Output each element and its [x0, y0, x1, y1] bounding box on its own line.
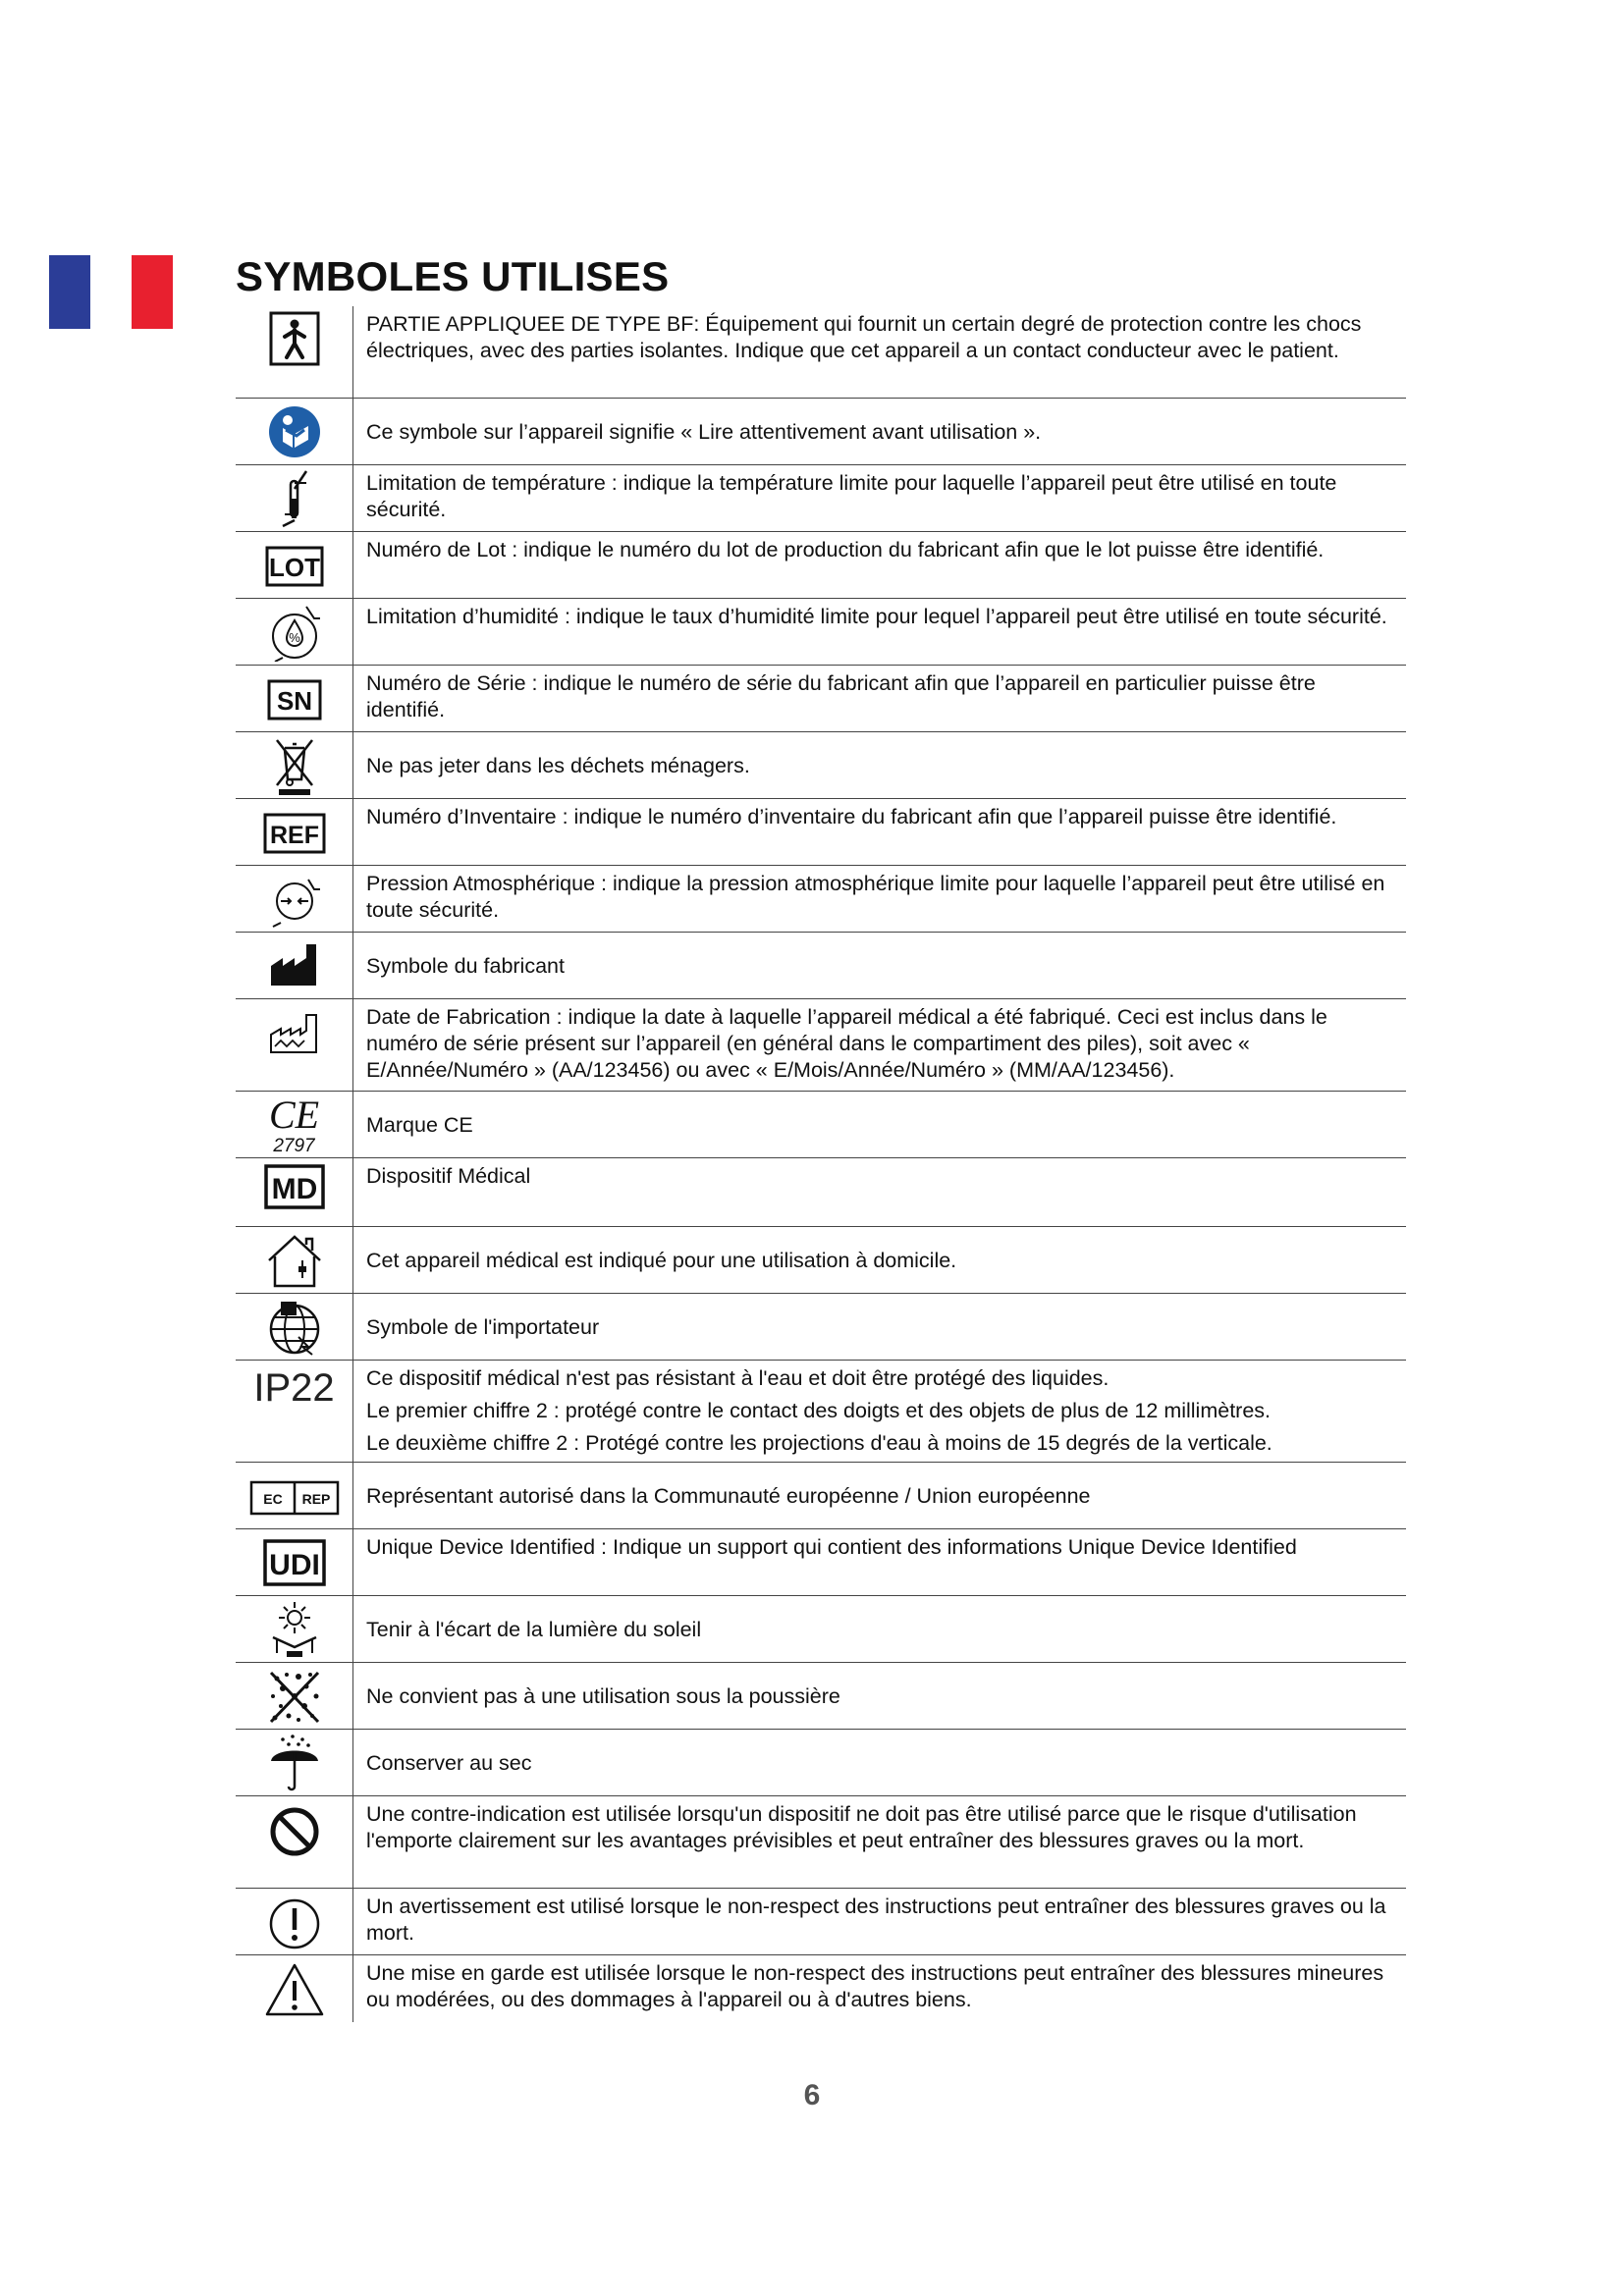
importer-icon: [263, 1298, 326, 1357]
symbol-description: Ne pas jeter dans les déchets ménagers.: [366, 753, 750, 777]
keep-away-sunlight-icon: [263, 1600, 326, 1659]
symbol-description: Dispositif Médical: [366, 1164, 531, 1188]
symbol-icon-cell: [236, 399, 353, 464]
symbol-description: Conserver au sec: [366, 1750, 532, 1775]
flag-blue-stripe: [49, 255, 90, 329]
symbol-row: [236, 1092, 1406, 1158]
symbol-row: [236, 1663, 1406, 1730]
symbol-icon-cell: [236, 1889, 353, 1954]
keep-dry-icon: [263, 1734, 326, 1792]
symbol-icon-cell: [236, 1529, 353, 1595]
symbol-description: Numéro de Série : indique le numéro de série du fabricant afin que l’appareil en particulier puisse être identifié.: [366, 671, 1316, 721]
symbol-row: [236, 306, 1406, 399]
symbol-icon-cell: [236, 1796, 353, 1888]
svg-text:EC: EC: [262, 1491, 283, 1507]
page-number: 6: [803, 2079, 821, 2111]
symbol-icon-cell: [236, 666, 353, 731]
ce-mark-icon: [269, 1095, 319, 1155]
symbol-icon-cell: [236, 999, 353, 1091]
atmospheric-pressure-icon: [263, 870, 326, 929]
symbol-description: Une mise en garde est utilisée lorsque le non-respect des instructions peut entraîner des blessures mineures ou modérées, ou des dommages à l'appareil ou à d'autres biens.: [366, 1961, 1384, 2011]
contraindication-icon: [263, 1800, 326, 1859]
symbol-description: Représentant autorisé dans la Communauté européenne / Union européenne: [366, 1483, 1091, 1508]
symbol-icon-cell: [236, 1663, 353, 1729]
symbol-icon-cell: [236, 1955, 353, 2022]
symbol-row: [236, 399, 1406, 465]
symbol-description: Ne convient pas à une utilisation sous la poussière: [366, 1683, 840, 1708]
symbol-row: [236, 933, 1406, 999]
french-flag-icon: [49, 255, 173, 329]
symbol-description: Limitation de température : indique la température limite pour laquelle l’appareil peut être utilisé en toute sécurité.: [366, 471, 1337, 521]
flag-white-stripe: [90, 255, 132, 329]
symbol-row: [236, 999, 1406, 1092]
symbol-row: [236, 1463, 1406, 1529]
type-bf-applied-part-icon: [263, 310, 326, 369]
warning-icon: [263, 1893, 326, 1951]
symbol-icon-cell: [236, 1092, 353, 1157]
symbol-description: Cet appareil médical est indiqué pour une utilisation à domicile.: [366, 1248, 957, 1272]
symbol-description: Limitation d’humidité : indique le taux d’humidité limite pour lequel l’appareil peut être utilisé en toute sécurité.: [366, 605, 1387, 628]
no-dust-icon: [263, 1667, 326, 1726]
symbol-icon-cell: [236, 465, 353, 531]
symbol-row: [236, 1158, 1406, 1227]
symbol-row: [236, 732, 1406, 799]
symbol-row: [236, 799, 1406, 866]
symbol-description: Un avertissement est utilisé lorsque le non-respect des instructions peut entraîner des blessures graves ou la mort.: [366, 1895, 1386, 1945]
caution-icon: [263, 1959, 326, 2018]
flag-red-stripe: [132, 255, 173, 329]
home-use-icon: [263, 1231, 326, 1290]
humidity-limit-icon: [263, 603, 326, 662]
serial-number-icon: [263, 669, 326, 728]
svg-text:LOT: LOT: [268, 553, 320, 582]
symbol-icon-cell: [236, 799, 353, 865]
symbol-icon-cell: [236, 599, 353, 665]
symbol-description: Ce symbole sur l’appareil signifie « Lire attentivement avant utilisation ».: [366, 419, 1042, 444]
svg-text:REF: REF: [269, 822, 319, 849]
svg-text:MD: MD: [271, 1173, 317, 1205]
ip22-rating-icon: IP22: [253, 1366, 335, 1410]
symbol-icon-cell: [236, 1227, 353, 1293]
symbol-row: [236, 866, 1406, 933]
notified-body-number: 2797: [273, 1136, 315, 1156]
symbol-description: Marque CE: [366, 1112, 473, 1137]
symbol-description: Tenir à l'écart de la lumière du soleil: [366, 1617, 702, 1641]
symbol-row: [236, 1796, 1406, 1889]
symbol-row: [236, 1955, 1406, 2022]
symbol-icon-cell: [236, 1463, 353, 1528]
symbol-icon-cell: [236, 1596, 353, 1662]
svg-text:REP: REP: [301, 1491, 330, 1507]
medical-device-icon: [263, 1162, 326, 1221]
symbol-description: Numéro d’Inventaire : indique le numéro d’inventaire du fabricant afin que l’appareil puisse être identifié.: [366, 805, 1337, 828]
symbol-icon-cell: [236, 1294, 353, 1360]
symbol-row: [236, 1294, 1406, 1361]
symbol-row: [236, 1730, 1406, 1796]
manufacturer-icon: [263, 936, 326, 995]
symbol-row: [236, 1227, 1406, 1294]
symbol-icon-cell: [236, 732, 353, 798]
symbol-description: Symbole de l'importateur: [366, 1314, 600, 1339]
weee-bin-icon: [263, 736, 326, 795]
symbol-row: [236, 1529, 1406, 1596]
symbol-description: PARTIE APPLIQUEE DE TYPE BF: Équipement qui fournit un certain degré de protection contre les chocs électriques, avec des parties isolantes. Indique que cet appareil a un contact conducteur avec le patient.: [366, 312, 1362, 362]
symbols-table: [236, 306, 1406, 2022]
symbol-description: Ce dispositif médical n'est pas résistant à l'eau et doit être protégé des liquides. Le premier chiffre 2 : protégé contre le contact des doigts et des objets de plus de 12 millimètres. Le deuxième chiffre 2 : Protégé contre les projections d'eau à moins de 15 degrés de la verticale.: [366, 1366, 1272, 1455]
lot-number-icon: [263, 536, 326, 595]
symbol-icon-cell: [236, 933, 353, 998]
symbol-row: [236, 532, 1406, 599]
udi-icon: [263, 1533, 326, 1592]
symbol-row: [236, 1596, 1406, 1663]
symbol-icon-cell: [236, 306, 353, 398]
symbol-description: Une contre-indication est utilisée lorsqu'un dispositif ne doit pas être utilisé parce que le risque d'utilisation l'emporte clairement sur les avantages prévisibles et peut entraîner des blessures graves ou la mort.: [366, 1802, 1357, 1852]
symbol-description: Pression Atmosphérique : indique la pression atmosphérique limite pour laquelle l’appareil peut être utilisé en toute sécurité.: [366, 872, 1385, 922]
svg-text:SN: SN: [276, 686, 312, 716]
symbol-description: Unique Device Identified : Indique un support qui contient des informations Unique Device Identified: [366, 1535, 1297, 1559]
symbol-row: [236, 599, 1406, 666]
symbol-icon-cell: [236, 1361, 353, 1462]
svg-text:%: %: [288, 630, 300, 645]
symbol-icon-cell: [236, 532, 353, 598]
manufacture-date-icon: [263, 1003, 326, 1062]
symbol-icon-cell: [236, 1730, 353, 1795]
read-instructions-icon: [263, 402, 326, 461]
page-title: SYMBOLES UTILISES: [236, 253, 670, 299]
symbol-description: Numéro de Lot : indique le numéro du lot de production du fabricant afin que le lot puisse être identifié.: [366, 538, 1325, 561]
svg-text:UDI: UDI: [268, 1549, 320, 1581]
ec-rep-icon: [247, 1467, 342, 1525]
symbol-row: [236, 666, 1406, 732]
symbol-icon-cell: [236, 1158, 353, 1226]
ce-mark-label: CE: [268, 1093, 320, 1137]
temperature-limit-icon: [263, 469, 326, 528]
symbol-description: Date de Fabrication : indique la date à laquelle l’appareil médical a été fabriqué. Ceci est inclus dans le numéro de série présent sur l’appareil (en général dans le compartiment des piles), soit avec « E/Année/Numéro » (AA/123456) ou avec « E/Mois/Année/Numéro » (MM/AA/123456).: [366, 1005, 1327, 1082]
symbol-row: [236, 1361, 1406, 1463]
symbol-icon-cell: [236, 866, 353, 932]
symbol-row: [236, 1889, 1406, 1955]
symbol-description: Symbole du fabricant: [366, 953, 565, 978]
reference-number-icon: [263, 803, 326, 862]
symbol-row: [236, 465, 1406, 532]
